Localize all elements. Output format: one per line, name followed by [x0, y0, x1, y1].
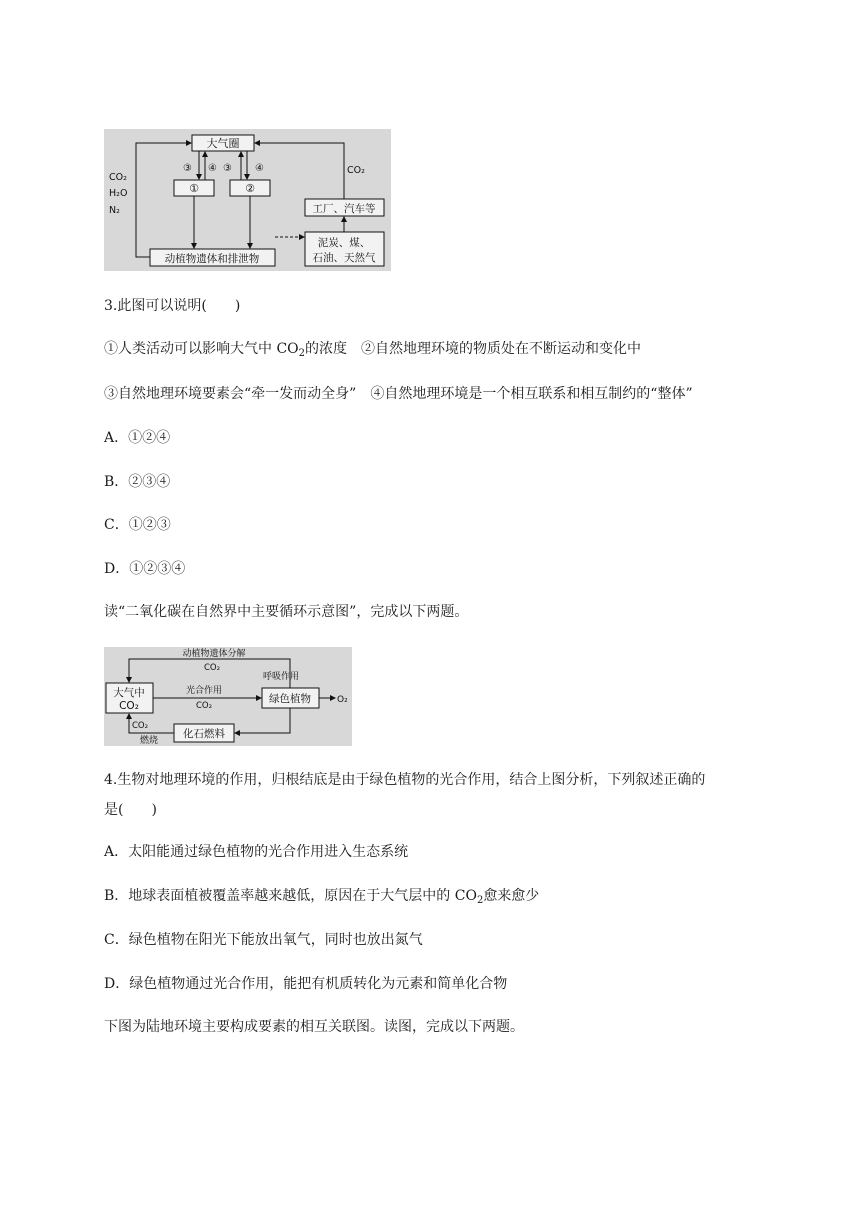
svg-text:泥炭、煤、: 泥炭、煤、 — [317, 237, 371, 249]
q4-option-c[interactable]: C．绿色植物在阳光下能放出氧气，同时也放出氮气 — [104, 932, 423, 948]
svg-text:CO₂: CO₂ — [203, 663, 221, 673]
svg-text:CO₂: CO₂ — [347, 165, 365, 176]
svg-text:大气中: 大气中 — [113, 687, 145, 699]
svg-text:呼吸作用: 呼吸作用 — [263, 672, 300, 682]
q4-option-a[interactable]: A．太阳能通过绿色植物的光合作用进入生态系统 — [104, 844, 409, 860]
svg-text:③: ③ — [183, 163, 192, 174]
q3-option-b[interactable]: B．②③④ — [104, 474, 171, 490]
svg-text:④: ④ — [255, 163, 264, 174]
svg-text:光合作用: 光合作用 — [185, 686, 223, 696]
svg-text:N₂: N₂ — [109, 205, 120, 216]
q3-stem: 3.此图可以说明( ) — [104, 298, 241, 314]
svg-text:动植物遗体和排泄物: 动植物遗体和排泄物 — [164, 253, 260, 265]
q3-statements-2: ③自然地理环境要素会“牵一发而动全身” ④自然地理环境是一个相互联系和相互制约的“整体” — [104, 386, 693, 402]
svg-text:化石燃料: 化石燃料 — [183, 728, 225, 740]
svg-text:④: ④ — [208, 163, 217, 174]
svg-text:①: ① — [189, 182, 199, 195]
svg-text:CO₂: CO₂ — [195, 701, 213, 711]
svg-text:O₂: O₂ — [337, 695, 348, 705]
atmosphere-label: 大气圈 — [206, 137, 240, 150]
q4-stem-line1: 4.生物对地理环境的作用，归根结底是由于绿色植物的光合作用，结合上图分析，下列叙述正确的 — [104, 772, 706, 788]
carbon-cycle-diagram-2 — [104, 647, 352, 746]
q3-statements-1: ①人类活动可以影响大气中 $CO_2$的浓度 ②自然地理环境的物质处在不断运动和变化中 — [104, 341, 642, 359]
q3-option-d[interactable]: D．①②③④ — [104, 561, 186, 577]
svg-text:CO₂: CO₂ — [119, 700, 139, 712]
q4-stem-line2: 是( ) — [104, 802, 157, 818]
svg-text:石油、天然气: 石油、天然气 — [312, 252, 376, 264]
carbon-cycle-diagram-1 — [104, 129, 391, 271]
q4-option-d[interactable]: D．绿色植物通过光合作用，能把有机质转化为元素和简单化合物 — [104, 976, 508, 992]
svg-text:③: ③ — [223, 163, 232, 174]
q3-option-c[interactable]: C．①②③ — [104, 517, 171, 533]
intro-carbon-cycle: 读“二氧化碳在自然界中主要循环示意图”，完成以下两题。 — [104, 604, 469, 620]
svg-text:绿色植物: 绿色植物 — [269, 693, 311, 705]
svg-text:CO₂: CO₂ — [132, 721, 149, 731]
intro-land-environment: 下图为陆地环境主要构成要素的相互关联图。读图，完成以下两题。 — [104, 1019, 524, 1035]
svg-text:②: ② — [245, 182, 255, 195]
q4-option-b[interactable]: B．地球表面植被覆盖率越来越低，原因在于大气层中的 $CO_2$愈来愈少 — [104, 888, 540, 906]
svg-text:燃烧: 燃烧 — [140, 736, 159, 746]
q3-option-a[interactable]: A．①②④ — [104, 430, 171, 446]
svg-text:工厂、汽车等: 工厂、汽车等 — [312, 203, 376, 215]
svg-text:CO₂: CO₂ — [109, 172, 127, 183]
svg-text:动植物遗体分解: 动植物遗体分解 — [182, 649, 246, 659]
svg-text:H₂O: H₂O — [109, 188, 128, 199]
